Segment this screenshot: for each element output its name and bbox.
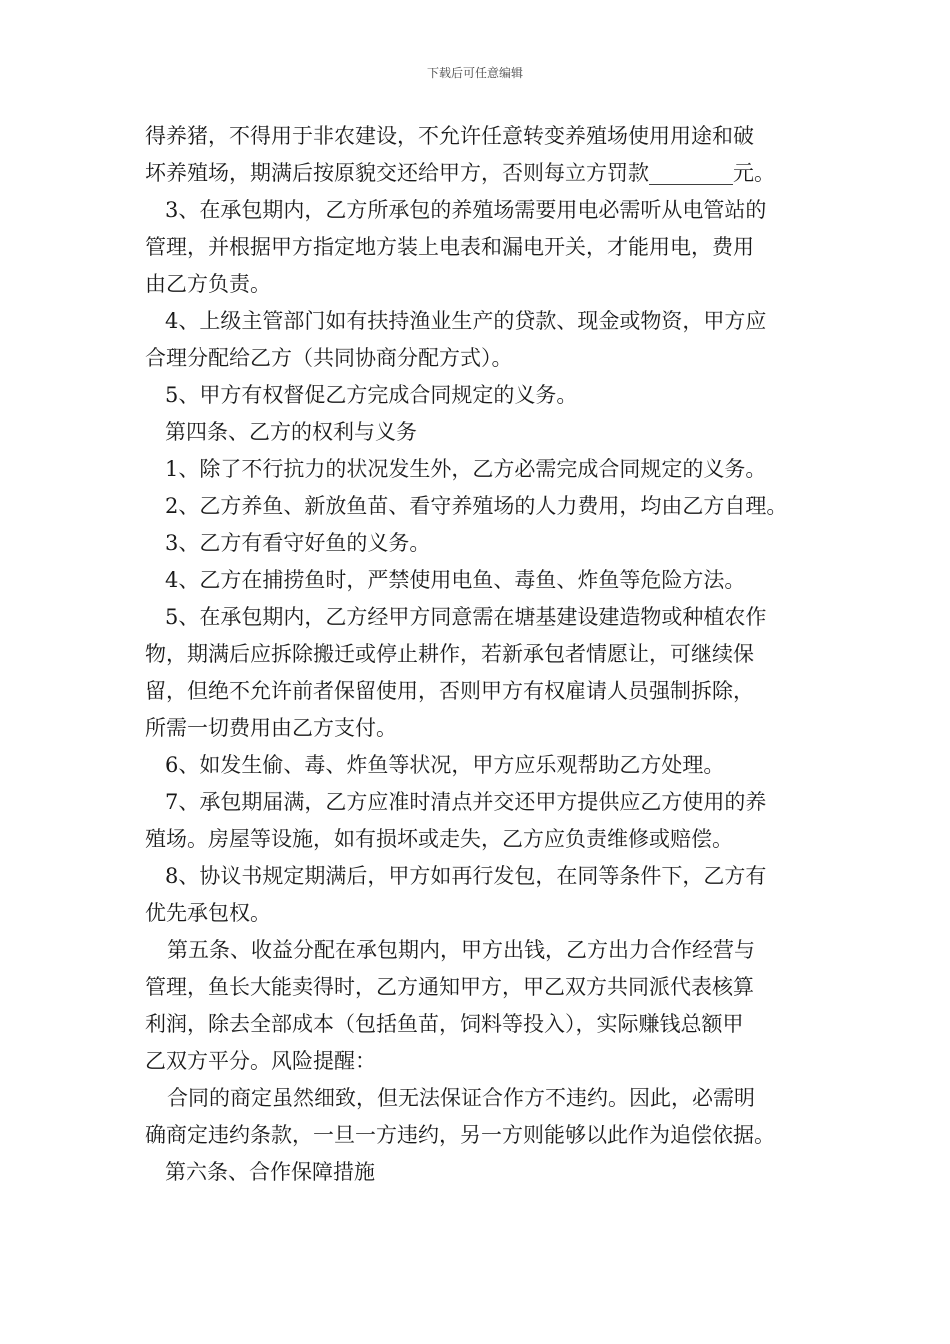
- text-line: 留，但绝不允许前者保留使用，否则甲方有权雇请人员强制拆除，: [145, 679, 754, 703]
- text-line: 2、乙方养鱼、新放鱼苗、看守养殖场的人力费用，均由乙方自理。: [165, 494, 788, 518]
- text-line: 由乙方负责。: [145, 272, 271, 296]
- text-line: 坏养殖场，期满后按原貌交还给甲方，否则每立方罚款________元。: [145, 161, 775, 185]
- document-body: [145, 118, 825, 1191]
- text-line: 优先承包权。: [145, 901, 271, 925]
- text-line: 所需一切费用由乙方支付。: [145, 716, 397, 740]
- text-line: 合理分配给乙方（共同协商分配方式）。: [145, 346, 513, 370]
- text-line: 管理，鱼长大能卖得时，乙方通知甲方，甲乙双方共同派代表核算: [145, 975, 754, 999]
- text-line: 第四条、乙方的权利与义务: [165, 420, 417, 444]
- text-line: 第五条、收益分配在承包期内，甲方出钱，乙方出力合作经营与: [167, 938, 755, 962]
- paragraph-item-1: [145, 451, 825, 488]
- text-line: 5、在承包期内，乙方经甲方同意需在塘基建设建造物或种植农作: [165, 605, 767, 629]
- paragraph-item-7: [145, 784, 825, 858]
- text-line: 4、上级主管部门如有扶持渔业生产的贷款、现金或物资，甲方应: [165, 309, 767, 333]
- section-heading-article-6: [145, 1154, 825, 1191]
- section-article-5: [145, 932, 825, 1080]
- paragraph-clause-5: [145, 377, 825, 414]
- paragraph-item-8: [145, 858, 825, 932]
- text-line: 合同的商定虽然细致，但无法保证合作方不违约。因此，必需明: [167, 1086, 755, 1110]
- paragraph-clause-3: [145, 192, 825, 303]
- paragraph-item-3: [145, 525, 825, 562]
- text-line: 利润，除去全部成本（包括鱼苗，饲料等投入），实际赚钱总额甲: [145, 1012, 744, 1036]
- text-line: 第六条、合作保障措施: [165, 1160, 375, 1184]
- text-line: 6、如发生偷、毒、炸鱼等状况，甲方应乐观帮助乙方处理。: [165, 753, 725, 777]
- text-line: 4、乙方在捕捞鱼时，严禁使用电鱼、毒鱼、炸鱼等危险方法。: [165, 568, 746, 592]
- paragraph-clause-4: [145, 303, 825, 377]
- text-line: 8、协议书规定期满后，甲方如再行发包，在同等条件下，乙方有: [165, 864, 767, 888]
- paragraph-item-4: [145, 562, 825, 599]
- paragraph-risk-note: [145, 1080, 825, 1154]
- text-line: 殖场。房屋等设施，如有损坏或走失，乙方应负责维修或赔偿。: [145, 827, 733, 851]
- text-line: 7、承包期届满，乙方应准时清点并交还甲方提供应乙方使用的养: [165, 790, 767, 814]
- paragraph-item-2: [145, 488, 825, 525]
- page-header: 下载后可任意编辑: [426, 66, 523, 80]
- text-line: 得养猪，不得用于非农建设，不允许任意转变养殖场使用用途和破: [145, 124, 754, 148]
- text-line: 确商定违约条款，一旦一方违约，另一方则能够以此作为追偿依据。: [145, 1123, 775, 1147]
- text-line: 物，期满后应拆除搬迁或停止耕作，若新承包者情愿让，可继续保: [145, 642, 754, 666]
- text-line: 1、除了不行抗力的状况发生外，乙方必需完成合同规定的义务。: [165, 457, 767, 481]
- section-heading-article-4: [145, 414, 825, 451]
- text-line: 乙双方平分。风险提醒：: [145, 1049, 376, 1073]
- paragraph-continuation: [145, 118, 825, 192]
- text-line: 5、甲方有权督促乙方完成合同规定的义务。: [165, 383, 578, 407]
- paragraph-item-5: [145, 599, 825, 747]
- text-line: 管理，并根据甲方指定地方装上电表和漏电开关，才能用电，费用: [145, 235, 754, 259]
- text-line: 3、在承包期内，乙方所承包的养殖场需要用电必需听从电管站的: [165, 198, 767, 222]
- text-line: 3、乙方有看守好鱼的义务。: [165, 531, 431, 555]
- paragraph-item-6: [145, 747, 825, 784]
